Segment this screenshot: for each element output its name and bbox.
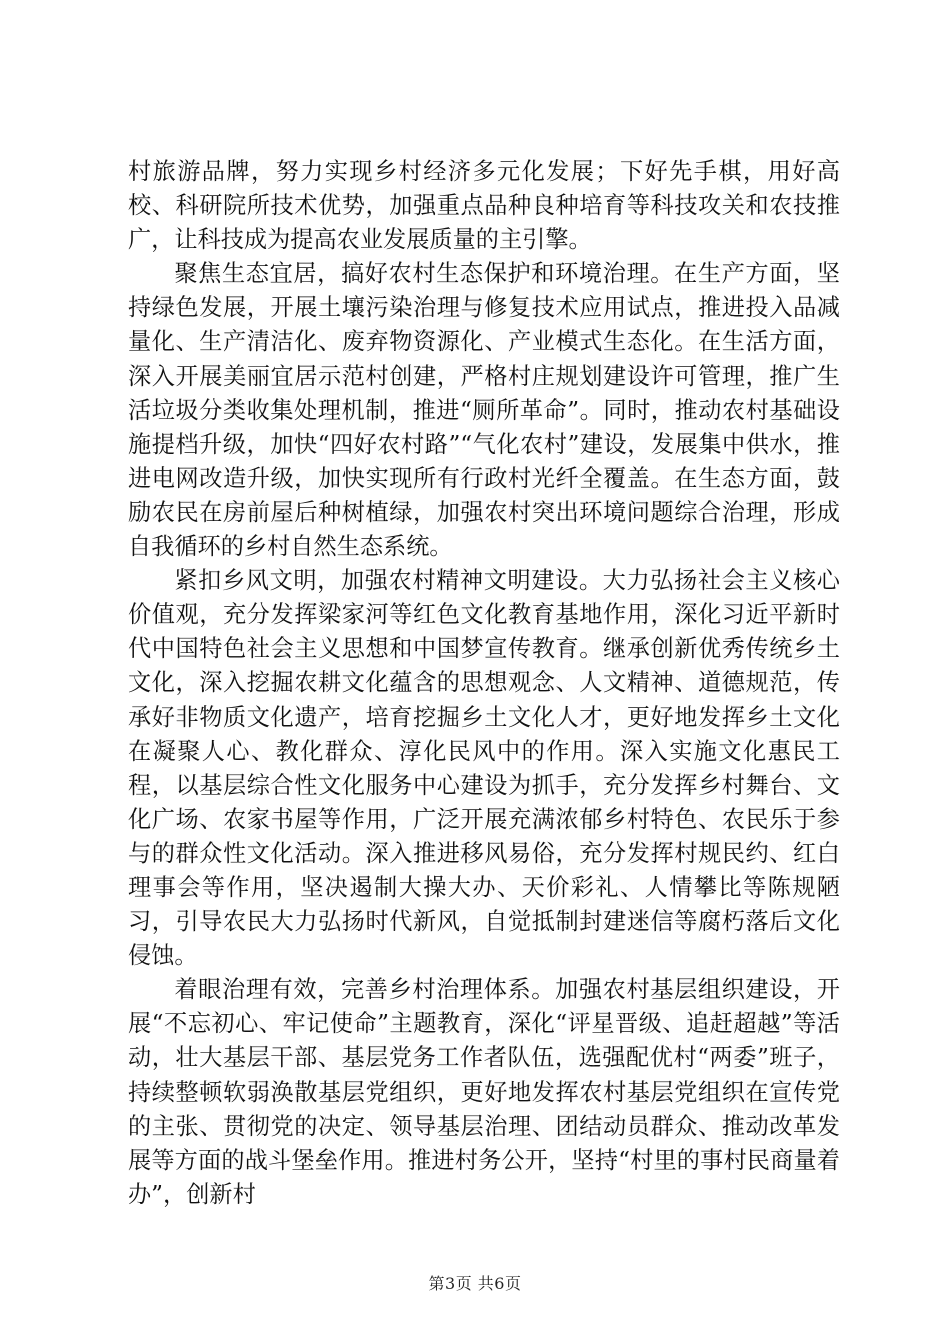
paragraph-continued: 村旅游品牌，努力实现乡村经济多元化发展；下好先手棋，用好高校、科研院所技术优势，加强重点品种良种培育等科技攻关和农技推广，让科技成为提高农业发展质量的主引擎。 <box>128 158 840 254</box>
paragraph-governance: 着眼治理有效，完善乡村治理体系。加强农村基层组织建设，开展“不忘初心、牢记使命”主题教育，深化“评星晋级、追赶超越”等活动，壮大基层干部、基层党务工作者队伍，选强配优村“两委”班子，持续整顿软弱涣散基层党组织，更好地发挥农村基层党组织在宣传党的主张、贯彻党的决定、领导基层治理、团结动员群众、推动改革发展等方面的战斗堡垒作用。推进村务公开，坚持“村里的事村民商量着办”，创新村 <box>128 976 840 1208</box>
page-footer: 第3页 共6页 <box>428 1274 522 1293</box>
paragraph-civilization: 紧扣乡风文明，加强农村精神文明建设。大力弘扬社会主义核心价值观，充分发挥梁家河等红色文化教育基地作用，深化习近平新时代中国特色社会主义思想和中国梦宣传教育。继承创新优秀传统乡土文化，深入挖掘农耕文化蕴含的思想观念、人文精神、道德规范，传承好非物质文化遗产，培育挖掘乡土文化人才，更好地发挥乡土文化在凝聚人心、教化群众、淳化民风中的作用。深入实施文化惠民工程，以基层综合性文化服务中心建设为抓手，充分发挥乡村舞台、文化广场、农家书屋等作用，广泛开展充满浓郁乡村特色、农民乐于参与的群众性文化活动。深入推进移风易俗，充分发挥村规民约、红白理事会等作用，坚决遏制大操大办、天价彩礼、人情攀比等陈规陋习，引导农民大力弘扬时代新风，自觉抵制封建迷信等腐朽落后文化侵蚀。 <box>128 567 840 970</box>
body-text <box>128 155 840 1212</box>
paragraph-ecology: 聚焦生态宜居，搞好农村生态保护和环境治理。在生产方面，坚持绿色发展，开展土壤污染治理与修复技术应用试点，推进投入品减量化、生产清洁化、废弃物资源化、产业模式生态化。在生活方面，深入开展美丽宜居示范村创建，严格村庄规划建设许可管理，推广生活垃圾分类收集处理机制，推进“厕所革命”。同时，推动农村基础设施提档升级，加快“四好农村路”“气化农村”建设，发展集中供水，推进电网改造升级，加快实现所有行政村光纤全覆盖。在生态方面，鼓励农民在房前屋后种树植绿，加强农村突出环境问题综合治理，形成自我循环的乡村自然生态系统。 <box>128 260 840 561</box>
